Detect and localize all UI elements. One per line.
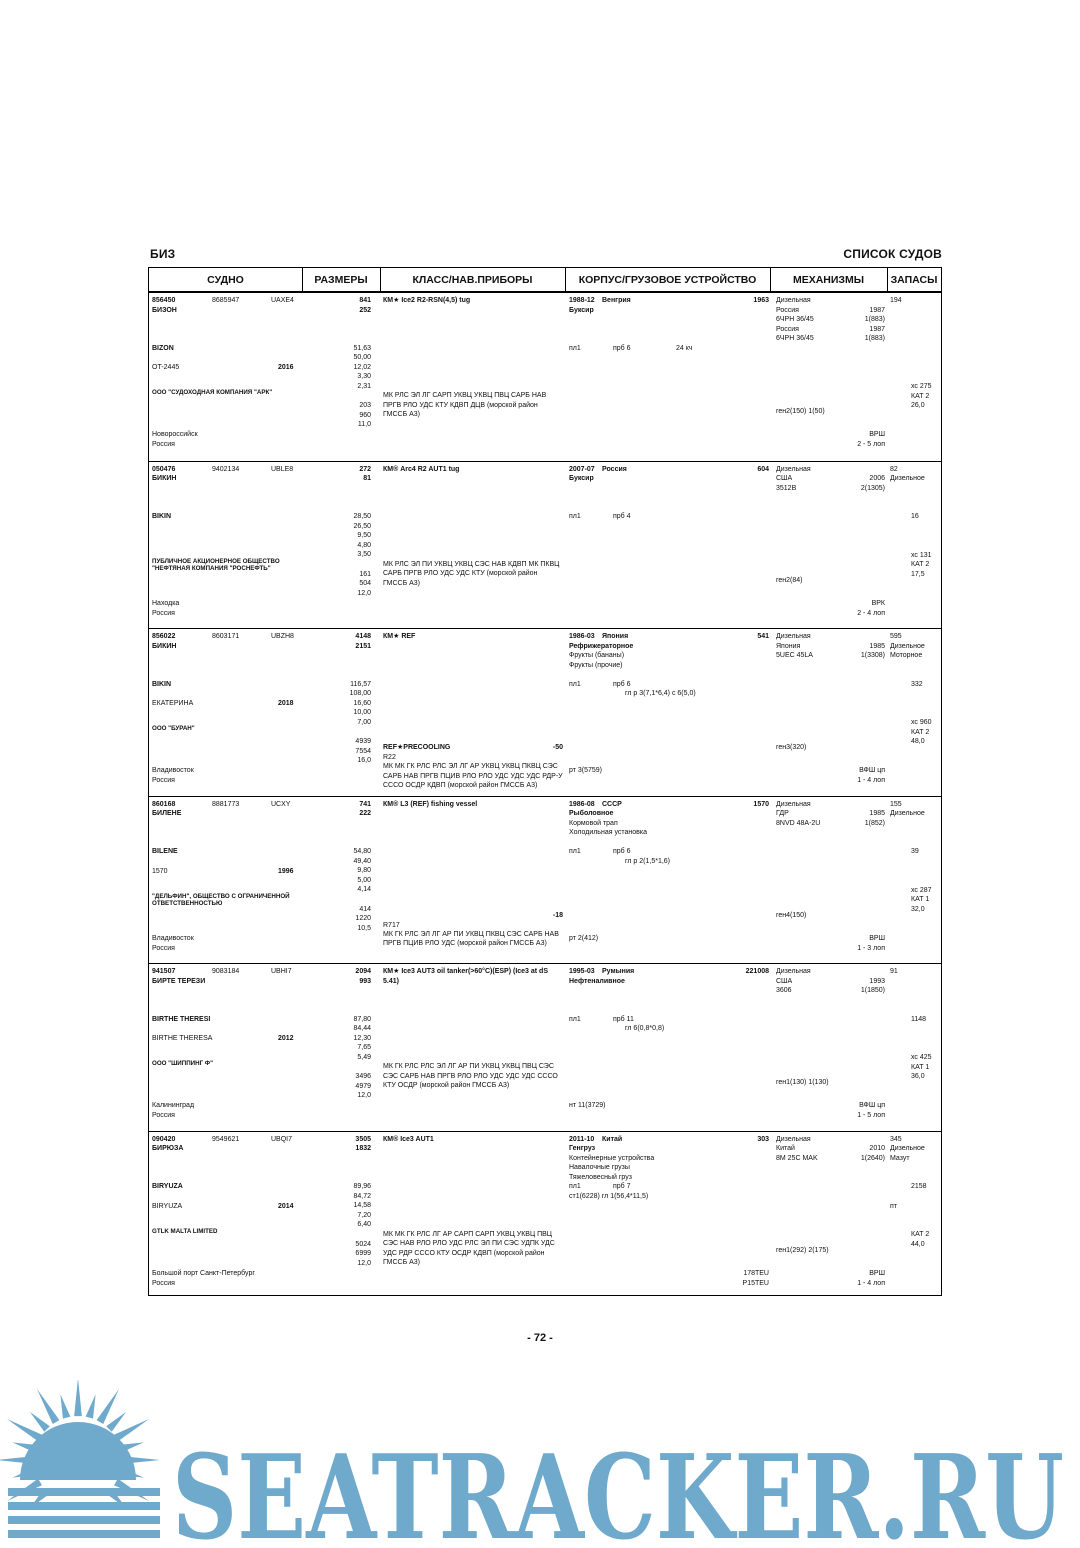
machinery-value: 1(852) bbox=[864, 819, 885, 827]
former-year: 1996 bbox=[278, 867, 294, 875]
supply-low: 17,5 bbox=[911, 570, 925, 578]
hull-feature: Фрукты (прочие) bbox=[569, 661, 623, 669]
dimension-value: 116,57 bbox=[350, 680, 371, 688]
bulkheads: прб 6 bbox=[613, 848, 631, 855]
generators: ген1(292) 2(175) bbox=[776, 1246, 829, 1254]
supply-low: 36,0 bbox=[911, 1073, 925, 1081]
bulkheads: прб 11 bbox=[613, 1015, 634, 1023]
supply-mid: 39 bbox=[911, 848, 919, 855]
machinery-line: США bbox=[776, 475, 793, 483]
propeller-blades: 1 - 4 лоп bbox=[857, 777, 885, 784]
bulkheads: прб 6 bbox=[613, 680, 631, 688]
supply-low: КАТ 2 bbox=[911, 392, 930, 400]
supply-low: КАТ 1 bbox=[911, 896, 930, 904]
machinery-line: 6ЧРН 36/45 bbox=[776, 335, 814, 343]
owner: "ДЕЛЬФИН", ОБЩЕСТВО С ОГРАНИЧЕННОЙ ОТВЕТСТВЕННОСТЬЮ bbox=[152, 892, 290, 907]
nav-equipment: МК ГК РЛС ЭЛ ЛГ АР ПИ УКВЦ ПКВЦ СЭС САРБ НАВ ПРГВ ПЦИВ РЛО УДС (морской район ГМССБ А3) bbox=[383, 930, 559, 948]
hull-extra: 24 кч bbox=[676, 344, 693, 352]
build-country: Россия bbox=[602, 465, 627, 473]
dimension-value: 12,0 bbox=[357, 1259, 371, 1267]
column-header-class: КЛАСС/НАВ.ПРИБОРЫ bbox=[380, 268, 565, 292]
page-header-left: БИЗ bbox=[150, 247, 176, 261]
propeller: ВФШ цп bbox=[859, 1102, 885, 1109]
former-name: OT-2445 bbox=[152, 364, 180, 371]
ship-type: Буксир bbox=[569, 306, 594, 314]
imo-number: 9083184 bbox=[212, 968, 240, 975]
build-date: 2011-10 bbox=[569, 1135, 595, 1143]
supply-mid: 332 bbox=[911, 680, 923, 688]
bulkheads: прб 6 bbox=[613, 344, 631, 352]
former-name: BIRTHE THERESA bbox=[152, 1035, 213, 1042]
dimension-value: 504 bbox=[359, 580, 371, 588]
country: Россия bbox=[152, 1279, 175, 1287]
supply-low: хс 960 bbox=[911, 719, 932, 726]
country: Россия bbox=[152, 441, 175, 448]
net-tonnage: 81 bbox=[363, 475, 371, 483]
net-tonnage: 1832 bbox=[355, 1145, 371, 1153]
ship-name: БИРТЕ ТЕРЕЗИ bbox=[152, 977, 206, 985]
ship-type: Буксир bbox=[569, 475, 594, 483]
build-date: 1988-12 bbox=[569, 297, 595, 304]
supply-low: 44,0 bbox=[911, 1240, 925, 1248]
page-header-right: СПИСОК СУДОВ bbox=[843, 247, 942, 261]
call-sign: UBZH8 bbox=[271, 633, 294, 640]
supply-mid: 2158 bbox=[911, 1183, 927, 1190]
dimension-value: 87,80 bbox=[353, 1015, 371, 1023]
build-date: 1995-03 bbox=[569, 968, 595, 975]
dimension-value: 11,0 bbox=[357, 421, 371, 429]
ship-name: БИРЮЗА bbox=[152, 1145, 184, 1153]
hull-value: 303 bbox=[757, 1135, 769, 1143]
dimension-value: 16,60 bbox=[353, 699, 371, 707]
class-notation: КМ® Ice3 AUT1 bbox=[383, 1135, 434, 1143]
cargo-gear: гл р 3(7,1*6,4) с 6(5,0) bbox=[625, 690, 696, 697]
machinery-line: 8M 25C MAK bbox=[776, 1154, 818, 1162]
net-tonnage: 993 bbox=[359, 977, 371, 985]
hull-feature: Контейнерные устройства bbox=[569, 1154, 655, 1162]
generators: ген1(130) 1(130) bbox=[776, 1079, 829, 1086]
class-extra-value: -18 bbox=[552, 911, 563, 919]
supply-low: хс 131 bbox=[911, 551, 932, 559]
machinery-value: 1(2640) bbox=[860, 1154, 885, 1162]
supply-value: Мазут bbox=[890, 1154, 910, 1162]
country: Россия bbox=[152, 944, 175, 952]
dimension-value: 7,00 bbox=[357, 718, 371, 726]
machinery-value: 1985 bbox=[869, 642, 885, 650]
propeller-blades: 2 - 4 лоп bbox=[857, 609, 885, 617]
hull-feature: Навалочные грузы bbox=[569, 1164, 630, 1172]
imo-number: 9402134 bbox=[212, 465, 240, 473]
hull-feature: Холодильная установка bbox=[569, 829, 647, 837]
supply-low: хс 425 bbox=[911, 1054, 932, 1061]
nav-equipment: МК ГК РЛС РЛС ЭЛ ЛГ АР ПИ УКВЦ УКВЦ ПВЦ СЭС СЭС САРБ НАВ ПРГВ РЛО РЛО УДС УДС УДС СССО КТУ ОСДР (морской район ГМССБ А3) bbox=[383, 1063, 558, 1090]
dimension-value: 6,40 bbox=[357, 1221, 371, 1229]
generators: ген2(84) bbox=[776, 576, 803, 584]
decks: пл1 bbox=[569, 848, 581, 855]
dimension-value: 1220 bbox=[355, 915, 371, 923]
column-header-supplies: ЗАПАСЫ bbox=[887, 268, 941, 292]
hull-value: 221008 bbox=[745, 968, 769, 975]
column-header-dimensions: РАЗМЕРЫ bbox=[302, 268, 380, 292]
net-tonnage: 222 bbox=[359, 810, 371, 818]
supply-low: КАТ 2 bbox=[911, 728, 930, 736]
propeller-blades: 2 - 5 лоп bbox=[857, 441, 885, 448]
supply-value: 155 bbox=[890, 800, 902, 808]
tanks: нт 11(3729) bbox=[569, 1102, 606, 1109]
supply-low: КАТ 2 bbox=[911, 561, 930, 569]
imo-number: 8685947 bbox=[212, 297, 240, 304]
nav-equipment: МК МК ГК РЛС РЛС ЭЛ ЛГ АР УКВЦ УКВЦ ПКВЦ СЭС САРБ НАВ ПРГВ ПЦИВ РЛО РЛО УДС УДС УДС РДР-У СССО ОСДР КДВП (морской район ГМССБ А3) bbox=[383, 763, 563, 790]
machinery-line: 8NVD 48A-2U bbox=[776, 819, 821, 827]
dimension-value: 3496 bbox=[355, 1073, 371, 1081]
country: Россия bbox=[152, 609, 175, 617]
home-port: Большой порт Санкт-Петербург bbox=[152, 1269, 255, 1277]
ship-name: БИЛЕНЕ bbox=[152, 810, 182, 818]
reg-number: 941507 bbox=[152, 968, 176, 975]
home-port: Новороссийск bbox=[152, 431, 198, 438]
machinery-line: Китай bbox=[776, 1145, 795, 1153]
machinery-value: 2010 bbox=[869, 1145, 885, 1153]
cargo-gear: гл 6(0,8*0,8) bbox=[625, 1025, 665, 1032]
latin-name: BIZON bbox=[152, 344, 174, 352]
dimension-value: 49,40 bbox=[353, 857, 371, 865]
supply-low: 48,0 bbox=[911, 738, 925, 746]
build-date: 1986-03 bbox=[569, 633, 595, 640]
supply-value: 345 bbox=[890, 1135, 902, 1143]
ship-type: Рыболовное bbox=[569, 810, 614, 818]
column-header-vessel: СУДНО bbox=[149, 268, 302, 292]
supply-mid-2: пт bbox=[890, 1202, 897, 1210]
class-notation: КМ★ Ice2 R2-RSN(4,5) tug bbox=[383, 297, 471, 304]
dimension-value: 4,14 bbox=[357, 886, 371, 894]
dimension-value: 4,80 bbox=[357, 541, 371, 549]
call-sign: UAXE4 bbox=[271, 297, 294, 304]
home-port: Находка bbox=[152, 599, 180, 607]
ship-record bbox=[149, 628, 941, 795]
ship-record bbox=[149, 796, 941, 963]
dimension-value: 161 bbox=[359, 570, 371, 578]
country: Россия bbox=[152, 1112, 175, 1119]
supply-value: 91 bbox=[890, 968, 898, 975]
supply-mid: 16 bbox=[911, 513, 919, 520]
imo-number: 8603171 bbox=[212, 633, 240, 640]
build-country: Китай bbox=[602, 1135, 623, 1143]
reg-number: 860168 bbox=[152, 800, 176, 808]
supply-value: 595 bbox=[890, 633, 902, 640]
ship-type: Генгруз bbox=[569, 1145, 596, 1153]
dimension-value: 3,50 bbox=[357, 551, 371, 559]
generators: ген4(150) bbox=[776, 911, 807, 919]
dimension-value: 84,44 bbox=[353, 1025, 371, 1033]
column-header-hull: КОРПУС/ГРУЗОВОЕ УСТРОЙСТВО bbox=[565, 268, 770, 292]
build-country: Венгрия bbox=[602, 297, 631, 304]
latin-name: BIKIN bbox=[152, 680, 172, 688]
propeller-blades: 1 - 4 лоп bbox=[857, 1279, 885, 1287]
cargo-gear: ст1(6228) гл 1(56,4*11,5) bbox=[569, 1192, 649, 1200]
reg-number: 856450 bbox=[152, 297, 176, 304]
machinery-value: 1987 bbox=[869, 306, 885, 314]
ship-name: БИЗОН bbox=[152, 306, 177, 314]
propeller: ВРШ bbox=[869, 934, 885, 942]
nav-equipment: МК РЛС ЭЛ ЛГ САРП УКВЦ УКВЦ ПВЦ САРБ НАВ ПРГВ РЛО УДС КТУ КДВП ДЦВ (морской район ГМССБ А3) bbox=[383, 392, 547, 419]
hull-value: 1963 bbox=[753, 297, 769, 304]
former-name: 1570 bbox=[152, 867, 168, 875]
dimension-value: 14,58 bbox=[353, 1202, 371, 1210]
nav-equipment: МК МК ГК РЛС ЛГ АР САРП САРП УКВЦ УКВЦ ПВЦ СЭС НАВ РЛО РЛО УДС РЛС ЭЛ ПИ СЭС УДПК УДС УДС РДР СССО КТУ ОСДР КДВП (морской район ГМССБ А3) bbox=[383, 1230, 555, 1267]
propeller-blades: 1 - 5 лоп bbox=[857, 1112, 885, 1119]
supply-mid: 1148 bbox=[911, 1015, 927, 1023]
machinery-line: 6ЧРН 36/45 bbox=[776, 316, 814, 324]
hull-value: 1570 bbox=[753, 800, 769, 808]
ship-name: БИКИН bbox=[152, 475, 177, 483]
supply-value: Дизельное bbox=[890, 1145, 925, 1153]
machinery-value: 2006 bbox=[869, 475, 885, 483]
machinery-value: 1(1850) bbox=[860, 987, 885, 995]
machinery-value: 1(883) bbox=[864, 335, 885, 343]
dimension-value: 89,96 bbox=[353, 1183, 371, 1190]
reg-number: 856022 bbox=[152, 633, 176, 640]
home-port: Калининград bbox=[152, 1102, 195, 1109]
dimension-value: 26,50 bbox=[353, 522, 371, 530]
column-header-machinery: МЕХАНИЗМЫ bbox=[770, 268, 887, 292]
hull-feature: Фрукты (бананы) bbox=[569, 652, 625, 660]
watermark-logo bbox=[0, 1380, 1080, 1548]
dimension-value: 960 bbox=[359, 411, 371, 419]
hull-feature: Кормовой трап bbox=[569, 819, 618, 827]
machinery-line: Дизельная bbox=[776, 633, 811, 640]
dimension-value: 12,30 bbox=[353, 1034, 371, 1042]
dimension-value: 414 bbox=[359, 905, 371, 913]
propeller-blades: 1 - 3 лоп bbox=[857, 944, 885, 952]
gross-tonnage: 272 bbox=[359, 465, 371, 473]
propeller: ВРШ bbox=[869, 431, 885, 438]
bulkheads: прб 7 bbox=[613, 1183, 631, 1190]
dimension-value: 28,50 bbox=[353, 513, 371, 520]
gross-tonnage: 2094 bbox=[355, 968, 371, 975]
call-sign: UBHI7 bbox=[271, 968, 292, 975]
latin-name: BIKIN bbox=[152, 513, 172, 520]
dimension-value: 6999 bbox=[355, 1250, 371, 1258]
ship-type: Рефрижераторное bbox=[569, 642, 634, 650]
build-country: СССР bbox=[602, 800, 622, 808]
ship-record bbox=[149, 293, 941, 460]
class-refrigerant: R717 bbox=[383, 921, 400, 929]
ship-list-table bbox=[148, 267, 942, 1296]
machinery-value: 1(883) bbox=[864, 316, 885, 324]
dimension-value: 12,0 bbox=[357, 589, 371, 597]
former-year: 2012 bbox=[278, 1035, 294, 1042]
owner: ООО "БУРАН" bbox=[152, 725, 195, 732]
dimension-value: 12,0 bbox=[357, 1092, 371, 1100]
supply-low: хс 275 bbox=[911, 383, 932, 390]
supply-low: КАТ 2 bbox=[911, 1231, 930, 1239]
supply-value: Дизельное bbox=[890, 475, 925, 483]
generators: ген3(320) bbox=[776, 744, 807, 751]
former-name: BIRYUZA bbox=[152, 1202, 183, 1210]
supply-value: 194 bbox=[890, 297, 902, 304]
home-port: Владивосток bbox=[152, 767, 194, 774]
class-notation: КМ® Arc4 R2 AUT1 tug bbox=[383, 465, 460, 473]
dimension-value: 5,00 bbox=[357, 876, 371, 884]
supply-low: хс 287 bbox=[911, 886, 932, 894]
sun-icon bbox=[0, 1380, 160, 1538]
call-sign: UBLE8 bbox=[271, 465, 294, 473]
hull-value: 541 bbox=[757, 633, 769, 640]
dimension-value: 203 bbox=[359, 402, 371, 410]
machinery-value: 1985 bbox=[869, 810, 885, 818]
decks: пл1 bbox=[569, 1015, 581, 1023]
dimension-value: 9,80 bbox=[357, 867, 371, 875]
page-number: - 72 - bbox=[527, 1332, 553, 1344]
container-capacity-2: P15TEU bbox=[742, 1279, 769, 1287]
propeller: ВРШ bbox=[869, 1269, 885, 1277]
call-sign: UCXY bbox=[271, 800, 291, 808]
machinery-line: 3512B bbox=[776, 484, 797, 492]
machinery-line: Япония bbox=[776, 642, 801, 650]
ship-record bbox=[149, 461, 941, 628]
build-date: 1986-08 bbox=[569, 800, 595, 808]
supply-low: 32,0 bbox=[911, 905, 925, 913]
machinery-value: 2(1305) bbox=[860, 484, 885, 492]
machinery-value: 1993 bbox=[869, 977, 885, 985]
build-country: Румыния bbox=[602, 968, 635, 975]
machinery-line: Дизельная bbox=[776, 800, 811, 808]
owner: ООО "ШИППИНГ Ф" bbox=[152, 1060, 214, 1067]
dimension-value: 50,00 bbox=[353, 354, 371, 362]
machinery-value: 1(3308) bbox=[860, 652, 885, 660]
ship-record bbox=[149, 1131, 941, 1298]
tanks: рт 3(5759) bbox=[569, 767, 603, 774]
owner: GTLK MALTA LIMITED bbox=[152, 1227, 218, 1235]
supply-low: 26,0 bbox=[911, 402, 925, 410]
supply-value: 82 bbox=[890, 465, 898, 473]
dimension-value: 5024 bbox=[355, 1240, 371, 1248]
nav-equipment: МК РЛС ЭЛ ПИ УКВЦ УКВЦ СЭС НАВ КДВП МК ПКВЦ САРБ ПРГВ РЛО УДС УДС КТУ (морской район ГМССБ А3) bbox=[383, 560, 560, 587]
propeller: ВФШ цп bbox=[859, 767, 885, 774]
class-extra: REF★PRECOOLING bbox=[383, 744, 451, 751]
gross-tonnage: 3505 bbox=[355, 1135, 371, 1143]
decks: пл1 bbox=[569, 1183, 581, 1190]
decks: пл1 bbox=[569, 680, 581, 688]
class-refrigerant: R22 bbox=[383, 754, 396, 761]
reg-number: 090420 bbox=[152, 1135, 176, 1143]
ship-name: БИКИН bbox=[152, 642, 177, 650]
dimension-value: 3,30 bbox=[357, 373, 371, 381]
former-year: 2014 bbox=[278, 1202, 294, 1210]
class-extra-value: -50 bbox=[552, 744, 563, 751]
machinery-line: Дизельная bbox=[776, 968, 811, 975]
net-tonnage: 2151 bbox=[355, 642, 371, 650]
machinery-line: США bbox=[776, 977, 793, 985]
cargo-gear: гл р 2(1,5*1,6) bbox=[625, 857, 671, 865]
imo-number: 9549621 bbox=[212, 1135, 240, 1143]
supply-value: Дизельное bbox=[890, 642, 925, 650]
former-year: 2016 bbox=[278, 364, 294, 371]
bulkheads: прб 4 bbox=[613, 513, 631, 520]
propeller: ВРК bbox=[871, 599, 885, 607]
ship-type: Нефтеналивное bbox=[569, 977, 625, 985]
dimension-value: 84,72 bbox=[353, 1192, 371, 1200]
class-notation: КМ★ REF bbox=[383, 633, 416, 640]
reg-number: 050476 bbox=[152, 465, 176, 473]
owner: ПУБЛИЧНОЕ АКЦИОНЕРНОЕ ОБЩЕСТВО "НЕФТЯНАЯ КОМПАНИЯ "РОСНЕФТЬ" bbox=[152, 557, 280, 572]
container-capacity: 178TEU bbox=[743, 1269, 769, 1277]
machinery-line: Россия bbox=[776, 306, 799, 314]
machinery-line: Дизельная bbox=[776, 1135, 811, 1143]
dimension-value: 9,50 bbox=[357, 532, 371, 540]
watermark-text: SEATRACKER.RU bbox=[172, 1430, 1064, 1548]
gross-tonnage: 841 bbox=[359, 297, 371, 304]
dimension-value: 4979 bbox=[355, 1082, 371, 1090]
machinery-line: Дизельная bbox=[776, 297, 811, 304]
dimension-value: 10,5 bbox=[357, 924, 371, 932]
ship-record bbox=[149, 963, 941, 1130]
latin-name: BILENE bbox=[152, 848, 178, 855]
supply-value: Дизельное bbox=[890, 810, 925, 818]
class-notation: КМ® L3 (REF) fishing vessel bbox=[383, 800, 478, 808]
machinery-line: Дизельная bbox=[776, 465, 811, 473]
build-country: Япония bbox=[602, 633, 629, 640]
former-year: 2018 bbox=[278, 700, 294, 707]
home-port: Владивосток bbox=[152, 934, 194, 942]
machinery-line: 5UEC 45LA bbox=[776, 652, 813, 660]
imo-number: 8881773 bbox=[212, 800, 240, 808]
dimension-value: 7,65 bbox=[357, 1044, 371, 1052]
dimension-value: 16,0 bbox=[357, 757, 371, 765]
country: Россия bbox=[152, 777, 175, 784]
tanks: рт 2(412) bbox=[569, 934, 599, 942]
gross-tonnage: 741 bbox=[359, 800, 371, 808]
generators: ген2(150) 1(50) bbox=[776, 408, 825, 415]
hull-feature: Тяжеловесный груз bbox=[569, 1173, 632, 1181]
supply-low: КАТ 1 bbox=[911, 1063, 930, 1071]
dimension-value: 54,80 bbox=[353, 848, 371, 855]
machinery-line: Россия bbox=[776, 325, 799, 333]
dimension-value: 5,49 bbox=[357, 1053, 371, 1061]
dimension-value: 2,31 bbox=[357, 382, 371, 390]
decks: пл1 bbox=[569, 344, 581, 352]
dimension-value: 7,20 bbox=[357, 1211, 371, 1219]
latin-name: BIRTHE THERESI bbox=[152, 1015, 211, 1023]
dimension-value: 7554 bbox=[355, 747, 371, 755]
machinery-line: 3606 bbox=[776, 987, 792, 995]
dimension-value: 12,02 bbox=[353, 363, 371, 371]
dimension-value: 10,00 bbox=[353, 709, 371, 717]
dimension-value: 108,00 bbox=[349, 690, 371, 698]
machinery-line: ГДР bbox=[776, 810, 789, 818]
decks: пл1 bbox=[569, 513, 581, 520]
call-sign: UBQI7 bbox=[271, 1135, 293, 1143]
machinery-value: 1987 bbox=[869, 325, 885, 333]
hull-value: 604 bbox=[757, 465, 769, 473]
net-tonnage: 252 bbox=[359, 306, 371, 314]
owner: ООО "СУДОХОДНАЯ КОМПАНИЯ "АРК" bbox=[152, 389, 273, 396]
dimension-value: 51,63 bbox=[353, 344, 371, 352]
gross-tonnage: 4148 bbox=[355, 633, 371, 640]
dimension-value: 4939 bbox=[355, 738, 371, 746]
supply-value: Моторное bbox=[890, 652, 923, 660]
former-name: ЕКАТЕРИНА bbox=[152, 700, 194, 707]
latin-name: BIRYUZA bbox=[152, 1183, 183, 1190]
build-date: 2007-07 bbox=[569, 465, 595, 473]
class-notation: КМ★ Ice3 AUT3 oil tanker(>60°C)(ESP) (Ice3 at dS 5.41) bbox=[383, 968, 548, 985]
